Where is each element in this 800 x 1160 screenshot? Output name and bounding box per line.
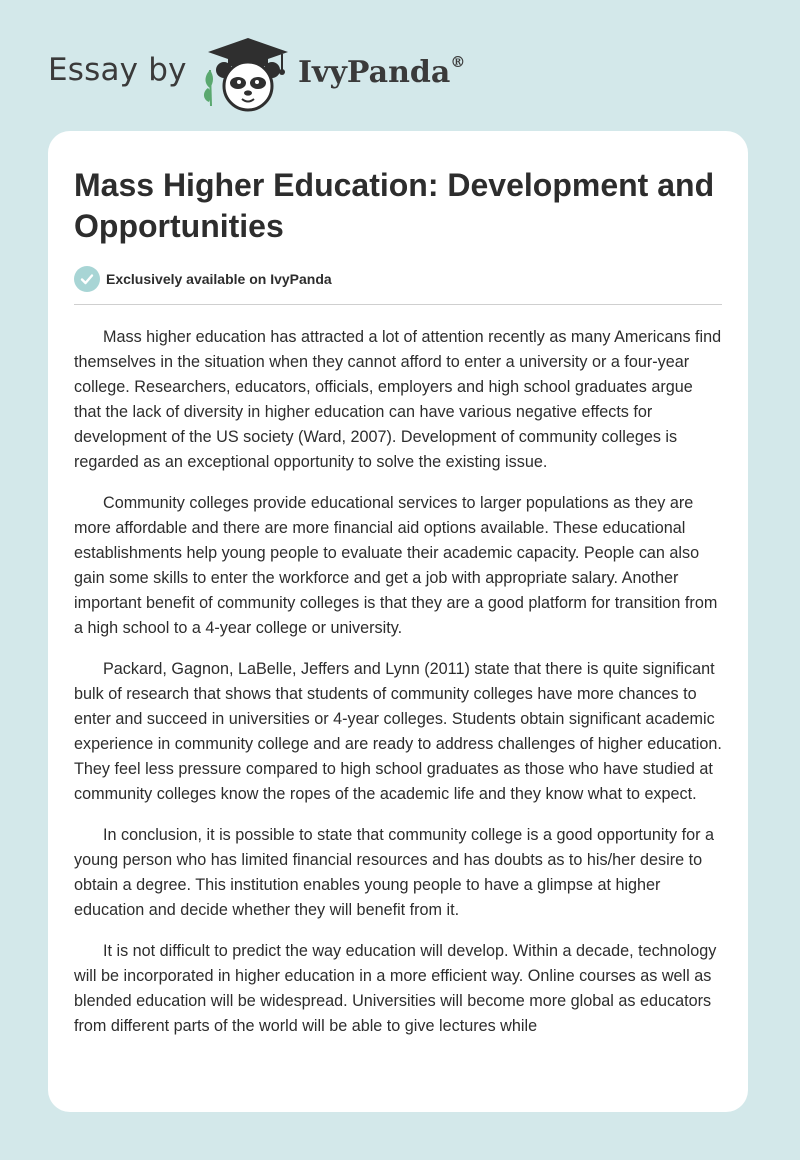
exclusive-badge-label: Exclusively available on IvyPanda (106, 271, 332, 287)
checkmark-icon (74, 266, 100, 292)
paragraph: Packard, Gagnon, LaBelle, Jeffers and Lynn (2011) state that there is quite significant bulk of research that shows that students of community colleges have more chances to enter and succeed in universities or 4-year colleges. Students obtain significant academic experience in community college and are ready to address challenges of higher education. They feel less pressure compared to high school graduates as those who have studied at community colleges know the ropes of the academic life and they know what to expect. (74, 660, 722, 803)
page-title: Mass Higher Education: Development and Opportunities (74, 167, 715, 244)
brand-logo-text[interactable]: IvyPanda® (298, 53, 466, 90)
essay-card (48, 131, 748, 1112)
paragraph: In conclusion, it is possible to state that community college is a good opportunity for a young person who has limited financial resources and has doubts as to his/her desire to obtain a degree. This institution enables young people to have a glimpse at higher education and decide whether they will benefit from it. (74, 826, 714, 919)
panda-graduate-icon[interactable] (200, 36, 292, 112)
paragraph: Mass higher education has attracted a lot of attention recently as many Americans find themselves in the situation when they cannot afford to enter a university or a four-year college. Researchers, educators, officials, employers and high school graduates argue that the lack of diversity in higher education can have various negative effects for development of the US society (Ward, 2007). Development of community colleges is regarded as an exceptional opportunity to solve the existing issue. (74, 328, 722, 471)
essay-by-label: Essay by (48, 52, 187, 88)
exclusive-badge (74, 265, 722, 293)
site-header (0, 0, 800, 130)
divider (74, 304, 722, 305)
paragraph: Community colleges provide educational services to larger populations as they are more affordable and there are more financial aid options available. These educational establishments help young people to evaluate their academic capacity. People can also gain some skills to enter the workforce and get a job with appropriate salary. Another important benefit of community colleges is that they are a good platform for transition from a high school to a 4-year college or university. (74, 494, 718, 637)
paragraph: It is not difficult to predict the way education will develop. Within a decade, technology will be incorporated in higher education in a more efficient way. Online courses as well as blended education will be widespread. Universities will become more global as educators from different parts of the world will be able to give lectures while (74, 942, 717, 1035)
